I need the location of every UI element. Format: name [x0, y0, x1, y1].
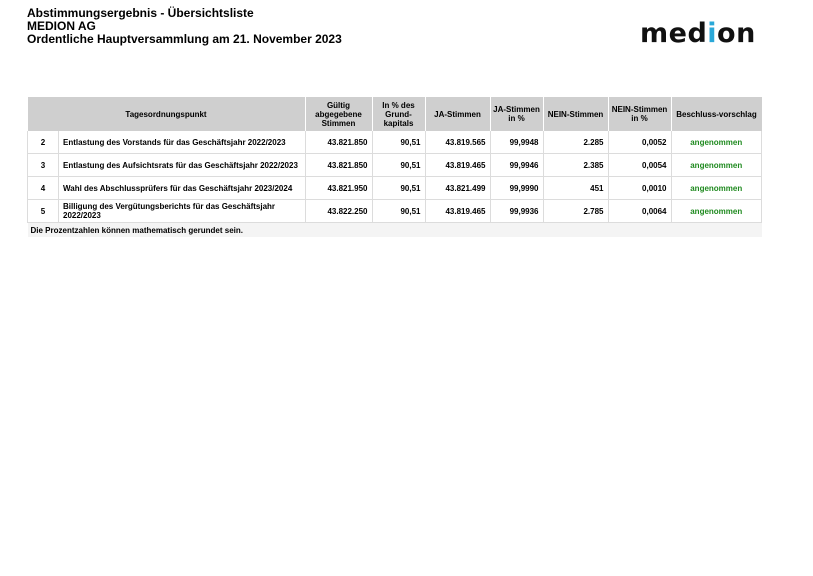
no-percent: 0,0010	[608, 177, 671, 200]
header-no-percent: NEIN-Stimmen in %	[608, 97, 671, 131]
agenda-item: Wahl des Abschlussprüfers für das Geschäftsjahr 2023/2024	[59, 177, 306, 200]
resolution-result: angenommen	[671, 200, 762, 223]
yes-votes: 43.819.465	[425, 154, 490, 177]
yes-percent: 99,9990	[490, 177, 543, 200]
valid-votes: 43.821.850	[305, 154, 372, 177]
header-agenda-item: Tagesordnungspunkt	[28, 97, 306, 131]
percent-capital: 90,51	[372, 200, 425, 223]
percent-capital: 90,51	[372, 154, 425, 177]
yes-percent: 99,9936	[490, 200, 543, 223]
header-yes-votes: JA-Stimmen	[425, 97, 490, 131]
logo-text-main: med	[640, 18, 708, 49]
no-votes: 2.385	[543, 154, 608, 177]
resolution-result: angenommen	[671, 131, 762, 154]
valid-votes: 43.821.850	[305, 131, 372, 154]
rounding-footnote: Die Prozentzahlen können mathematisch gerundet sein.	[28, 223, 762, 238]
logo-text-end: on	[717, 18, 756, 49]
agenda-number: 5	[28, 200, 59, 223]
company-name: MEDION AG	[27, 19, 96, 33]
table-row	[28, 154, 762, 177]
voting-results-table	[27, 97, 762, 237]
no-votes: 2.785	[543, 200, 608, 223]
yes-votes: 43.819.465	[425, 200, 490, 223]
no-percent: 0,0052	[608, 131, 671, 154]
agenda-item: Billigung des Vergütungsberichts für das Geschäftsjahr 2022/2023	[59, 200, 306, 223]
table-row	[28, 177, 762, 200]
table-header-row	[28, 97, 762, 131]
table-row	[28, 200, 762, 223]
no-percent: 0,0064	[608, 200, 671, 223]
agenda-item: Entlastung des Vorstands für das Geschäftsjahr 2022/2023	[59, 131, 306, 154]
no-votes: 451	[543, 177, 608, 200]
footnote-row	[28, 223, 762, 238]
agenda-item: Entlastung des Aufsichtsrats für das Geschäftsjahr 2022/2023	[59, 154, 306, 177]
valid-votes: 43.821.950	[305, 177, 372, 200]
table-row	[28, 131, 762, 154]
agenda-number: 3	[28, 154, 59, 177]
agenda-number: 2	[28, 131, 59, 154]
resolution-result: angenommen	[671, 177, 762, 200]
header-yes-percent: JA-Stimmen in %	[490, 97, 543, 131]
agenda-number: 4	[28, 177, 59, 200]
no-percent: 0,0054	[608, 154, 671, 177]
document-header	[27, 7, 342, 46]
valid-votes: 43.822.250	[305, 200, 372, 223]
header-valid-votes: Gültig abgegebene Stimmen	[305, 97, 372, 131]
percent-capital: 90,51	[372, 131, 425, 154]
document-title: Abstimmungsergebnis - Übersichtsliste	[27, 6, 254, 20]
yes-percent: 99,9946	[490, 154, 543, 177]
yes-votes: 43.821.499	[425, 177, 490, 200]
medion-logo	[640, 18, 756, 49]
percent-capital: 90,51	[372, 177, 425, 200]
logo-text-accent: i	[707, 18, 718, 49]
meeting-title: Ordentliche Hauptversammlung am 21. November 2023	[27, 32, 342, 46]
yes-percent: 99,9948	[490, 131, 543, 154]
header-resolution: Beschluss-vorschlag	[671, 97, 762, 131]
resolution-result: angenommen	[671, 154, 762, 177]
header-no-votes: NEIN-Stimmen	[543, 97, 608, 131]
no-votes: 2.285	[543, 131, 608, 154]
yes-votes: 43.819.565	[425, 131, 490, 154]
header-percent-capital: In % des Grund-kapitals	[372, 97, 425, 131]
